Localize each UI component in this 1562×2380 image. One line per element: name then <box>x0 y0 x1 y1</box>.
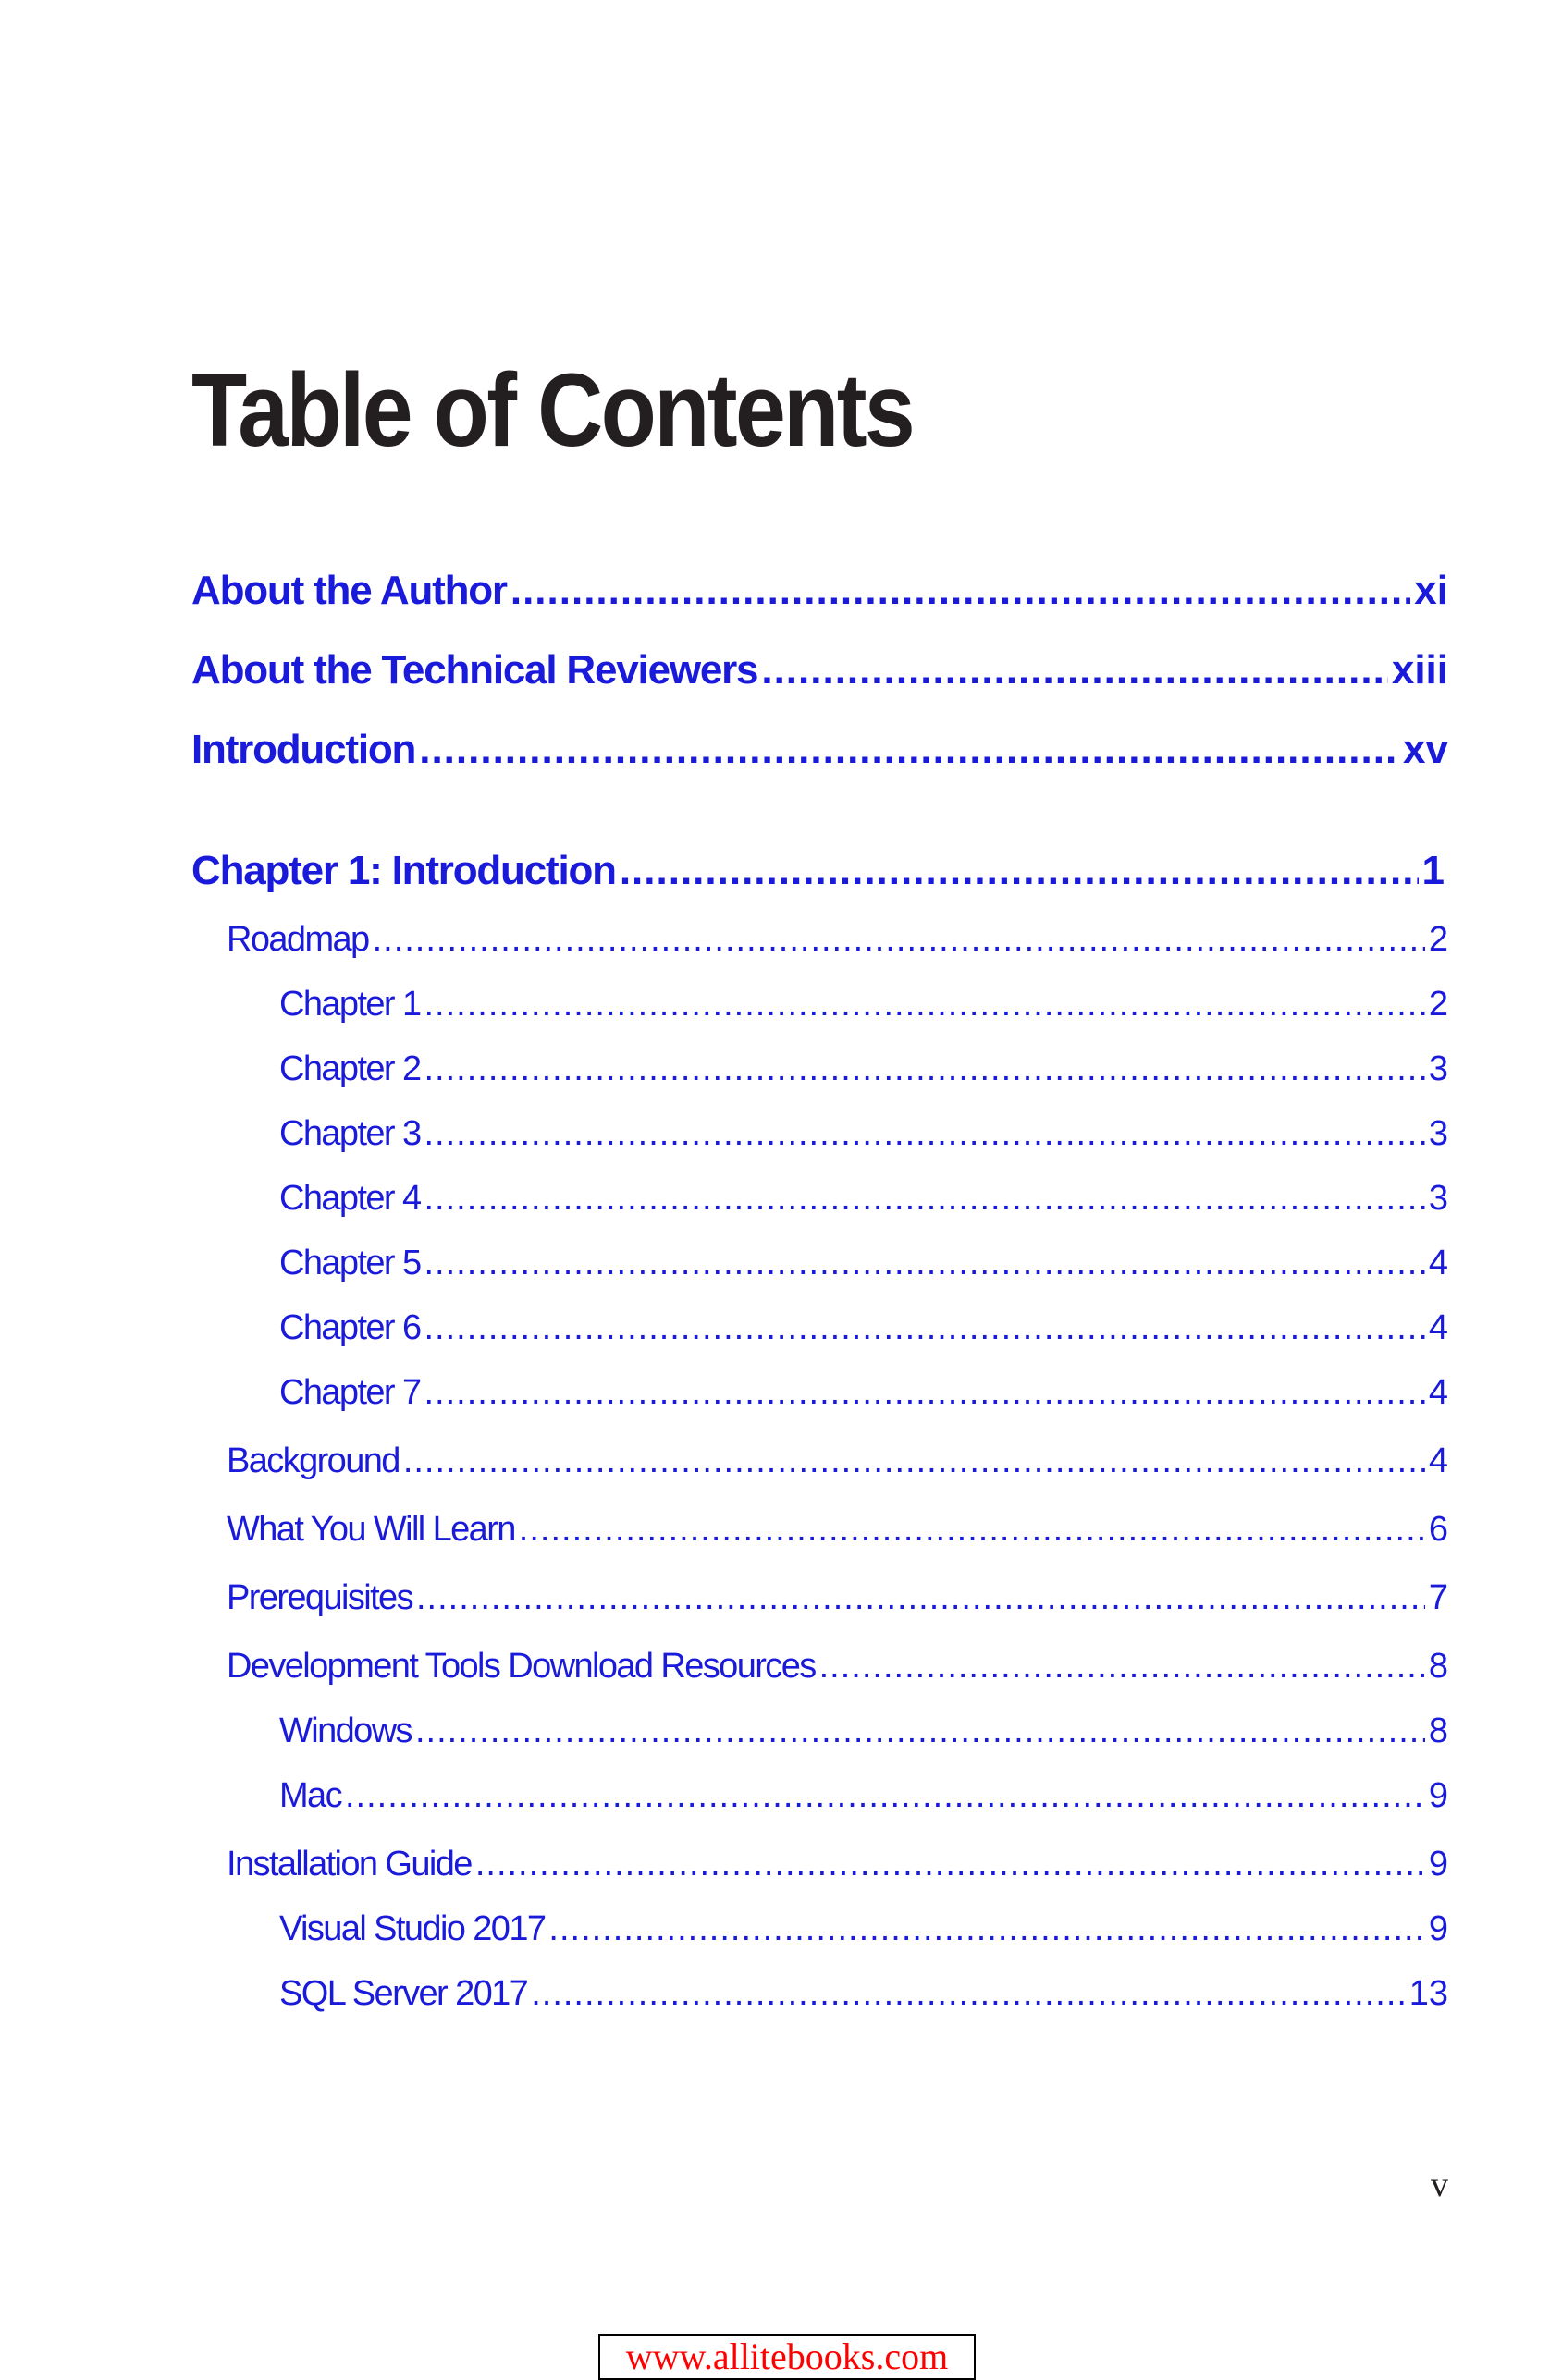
dot-leader <box>403 1441 1425 1481</box>
dot-leader <box>620 848 1419 894</box>
toc-entry-chapter-4[interactable] <box>279 1179 1448 1225</box>
toc-entry-page: 4 <box>1428 1373 1448 1412</box>
dot-leader <box>519 1510 1425 1550</box>
toc-entry-label: Chapter 7 <box>279 1373 421 1412</box>
toc-entry-label: Prerequisites <box>227 1578 412 1617</box>
toc-entry-chapter-1[interactable] <box>279 985 1448 1031</box>
toc-entry-page: xv <box>1403 727 1448 772</box>
toc-entry-windows[interactable] <box>279 1711 1448 1758</box>
toc-entry-label: About the Technical Reviewers <box>191 647 758 693</box>
toc-entry-page: 3 <box>1428 1049 1448 1088</box>
toc-entry-page: 3 <box>1428 1179 1448 1218</box>
toc-entry-page: 4 <box>1428 1244 1448 1282</box>
dot-leader <box>548 1909 1424 1949</box>
toc-entry-page: 8 <box>1428 1711 1448 1750</box>
dot-leader <box>531 1974 1406 2014</box>
toc-entry-page: 13 <box>1408 1974 1448 2013</box>
toc-entry-page: 9 <box>1428 1776 1448 1815</box>
toc-entry-introduction[interactable] <box>191 727 1448 779</box>
toc-entry-mac[interactable] <box>279 1776 1448 1822</box>
dot-leader <box>424 1308 1424 1348</box>
toc-entry-chapter-3[interactable] <box>279 1114 1448 1160</box>
dot-leader <box>424 1373 1424 1413</box>
toc-entry-label: Chapter 1: Introduction <box>191 848 616 893</box>
toc-entry-development-tools-download-resources[interactable] <box>227 1647 1448 1693</box>
toc-entry-label: Chapter 3 <box>279 1114 421 1153</box>
toc-entry-label: Development Tools Download Resources <box>227 1647 816 1686</box>
dot-leader <box>510 568 1410 614</box>
toc-entry-page: xiii <box>1391 647 1448 693</box>
toc-entry-chapter-7[interactable] <box>279 1373 1448 1419</box>
toc-entry-page: 3 <box>1428 1114 1448 1153</box>
toc-entry-page: 7 <box>1428 1578 1448 1617</box>
dot-leader <box>424 985 1424 1024</box>
toc-entry-label: Windows <box>279 1711 412 1750</box>
toc-entry-page: 1 <box>1421 848 1445 893</box>
toc-entry-what-you-will-learn[interactable] <box>227 1510 1448 1556</box>
dot-leader <box>373 920 1425 960</box>
toc-entry-label: Mac <box>279 1776 341 1815</box>
dot-leader <box>424 1244 1424 1283</box>
toc-entry-page: 8 <box>1428 1647 1448 1686</box>
dot-leader <box>419 727 1399 773</box>
toc-entry-label: Installation Guide <box>227 1845 472 1883</box>
toc-entry-label: Chapter 5 <box>279 1244 421 1282</box>
toc-entry-label: SQL Server 2017 <box>279 1974 528 2013</box>
toc-entry-about-the-author[interactable] <box>191 568 1448 620</box>
toc-entry-about-the-technical-reviewers[interactable] <box>191 647 1448 699</box>
dot-leader <box>475 1845 1425 1884</box>
toc-entry-label: About the Author <box>191 568 507 613</box>
dot-leader <box>424 1049 1424 1089</box>
toc-entry-installation-guide[interactable] <box>227 1845 1448 1891</box>
toc-entry-page: 2 <box>1428 985 1448 1024</box>
toc-entry-chapter-5[interactable] <box>279 1244 1448 1290</box>
toc-entry-sql-server-2017[interactable] <box>279 1974 1448 2020</box>
toc-entry-label: Chapter 6 <box>279 1308 421 1347</box>
toc-entry-page: 4 <box>1428 1441 1448 1480</box>
dot-leader <box>761 647 1388 693</box>
toc-entry-page: 4 <box>1428 1308 1448 1347</box>
toc-entry-label: What You Will Learn <box>227 1510 515 1549</box>
footer-website-link[interactable]: www.allitebooks.com <box>598 2334 976 2380</box>
toc-entry-label: Chapter 1 <box>279 985 421 1024</box>
dot-leader <box>424 1179 1424 1219</box>
toc-entry-page: 9 <box>1428 1909 1448 1948</box>
toc-entry-label: Visual Studio 2017 <box>279 1909 546 1948</box>
toc-entry-prerequisites[interactable] <box>227 1578 1448 1625</box>
dot-leader <box>424 1114 1424 1154</box>
toc-entry-chapter-2[interactable] <box>279 1049 1448 1096</box>
page-number: v <box>1431 2165 1448 2204</box>
toc-entry-label: Chapter 2 <box>279 1049 421 1088</box>
toc-entry-visual-studio-2017[interactable] <box>279 1909 1448 1956</box>
toc-entry-page: 6 <box>1428 1510 1448 1549</box>
toc-entry-page: 2 <box>1428 920 1448 959</box>
toc-entry-page: xi <box>1414 568 1448 613</box>
toc-entry-background[interactable] <box>227 1441 1448 1488</box>
toc-entry-label: Chapter 4 <box>279 1179 421 1218</box>
toc-entry-chapter-1-introduction[interactable] <box>191 848 1445 900</box>
dot-leader <box>416 1578 1425 1618</box>
toc-entry-page: 9 <box>1428 1845 1448 1883</box>
dot-leader <box>819 1647 1425 1687</box>
toc-entry-label: Roadmap <box>227 920 369 959</box>
page-title: Table of Contents <box>191 352 914 468</box>
toc-entry-chapter-6[interactable] <box>279 1308 1448 1355</box>
dot-leader <box>345 1776 1425 1816</box>
toc-entry-label: Introduction <box>191 727 416 772</box>
toc-entry-roadmap[interactable] <box>227 920 1448 966</box>
dot-leader <box>415 1711 1425 1751</box>
toc-entry-label: Background <box>227 1441 400 1480</box>
